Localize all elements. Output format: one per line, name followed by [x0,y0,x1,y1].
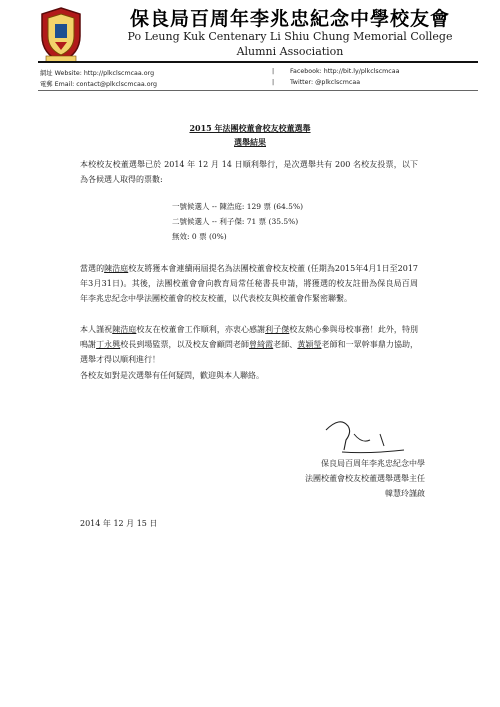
association-title-english-line2: Alumni Association [236,45,344,58]
signatory-title: 法團校董會校友校董選舉選舉主任 [305,474,425,483]
twitter-link[interactable]: Twitter: @plkclscmcaa [290,79,361,86]
school-crest-icon [38,6,84,64]
text-span: 校友將獲本會連續兩屆提名為法團校董會校友校董 (任期為2015年4月1日至2017年3月31日)。其後，法團校董會會向教育局常任秘書長申請，將獲選的校友註冊為保良局百周年李兆忠紀念中學法團校董會的校友校董，以代表校友與校董會作緊密聯繫。 [80,264,419,303]
signatory-name: 韓慧玲謹啟 [385,489,425,498]
name-underlined: 陳浩庭 [112,325,137,334]
website-link[interactable]: 網址 Website: http://plkclscmcaa.org [40,70,155,77]
text-span: 當選的 [80,264,105,273]
text-span: 老師、 [273,340,298,349]
text-span: 老師和一眾幹事鼎力協助，選舉才得以順利進行！ [80,340,419,364]
facebook-link[interactable]: Facebook: http://bit.ly/plkclscmcaa [290,68,400,75]
header-divider [38,61,478,63]
document-date: 2014 年 12 月 15 日 [80,519,158,528]
text-span: 校友熱心參與母校事務！此外，特別鳴謝 [80,325,419,349]
email-link[interactable]: 電郵 Email: contact@plkclscmcaa.org [40,81,158,88]
contact-paragraph: 各校友如對是次選舉有任何疑問，歡迎與本人聯絡。 [80,371,264,380]
intro-paragraph: 本校校友校董選舉已於 2014 年 12 月 14 日順利舉行，是次選舉共有 200 名校友投票，以下為各候選人取得的票數: [80,160,418,184]
elected-name: 陳浩庭 [104,264,129,273]
candidate-result-2: 二號候選人 -- 利子傑: 71 票 (35.5%) [172,217,299,226]
name-underlined: 丁永興 [96,340,121,349]
text-span: 本人謹祝 [80,325,113,334]
name-underlined: 黃穎瑩 [297,340,322,349]
contact-separator: | [272,68,275,75]
association-title-english: Po Leung Kuk Centenary Li Shiu Chung Memorial College [127,30,453,43]
signatory-organisation: 保良局百周年李兆忠紀念中學 [321,459,425,468]
contact-separator: | [272,79,275,86]
signature [318,410,408,456]
contact-divider [38,90,478,91]
association-title-chinese: 保良局百周年李兆忠紀念中學校友會 [129,8,450,30]
candidate-result-1: 一號候選人 -- 陳浩庭: 129 票 (64.5%) [172,202,304,211]
document-subheading: 選舉結果 [234,137,266,147]
document-heading: 2015 年法團校董會校友校董選舉 [189,123,311,133]
elected-paragraph [80,261,418,306]
thanks-paragraph [80,322,418,367]
name-underlined: 利子傑 [265,325,290,334]
text-span: 校友在校董會工作順利，亦衷心感謝 [136,325,266,334]
name-underlined: 曾綺霞 [249,340,274,349]
text-span: 校長到場監票，以及校友會顧問老師 [120,340,250,349]
invalid-votes: 無效: 0 票 (0%) [172,232,227,241]
